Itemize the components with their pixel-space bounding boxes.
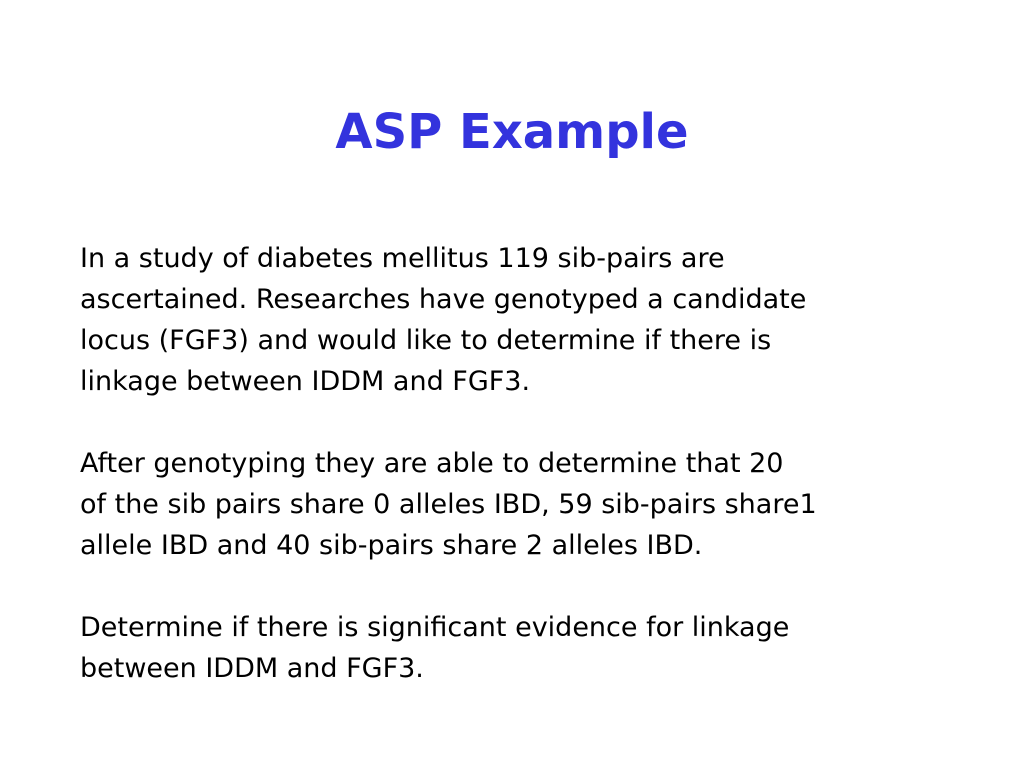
paragraph-question: Determine if there is significant evidence for linkage between IDDM and FGF3.: [80, 612, 790, 684]
paragraph-spacer: [80, 566, 980, 607]
slide-title: ASP Example: [335, 104, 689, 160]
slide-body: [80, 238, 980, 689]
paragraph-genotyping-results: After genotyping they are able to determine that 20 of the sib pairs share 0 alleles IBD, 59 sib-pairs share1 allele IBD and 40 sib-pairs share 2 alleles IBD.: [80, 448, 817, 561]
paragraph-study-description: In a study of diabetes mellitus 119 sib-pairs are ascertained. Researches have genotyped a candidate locus (FGF3) and would like to determine if there is linkage between IDDM and FGF3.: [80, 243, 807, 397]
paragraph-spacer: [80, 402, 980, 443]
